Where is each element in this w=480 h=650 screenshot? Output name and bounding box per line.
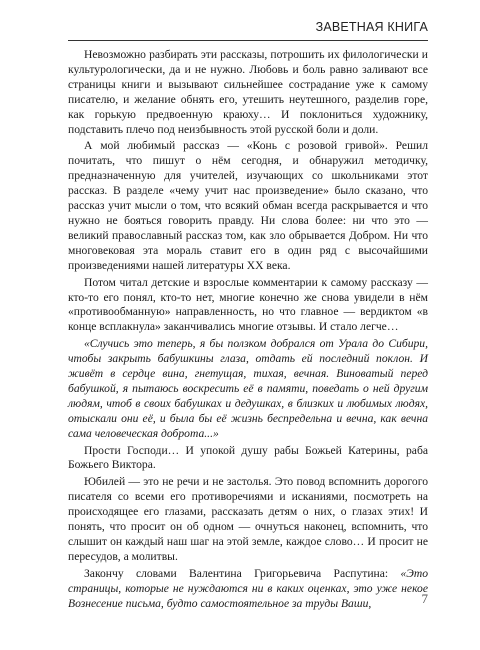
paragraph-1: Невозможно разбирать эти рассказы, потрошить их филологически и культурологически, да и не нужно. Любовь и боль равно заливают все страницы книги и вызывают сильнейшее сострадание уже к самому писателю, и желание обнять его, утешить неутешного, разделив горе, как горькую предвоенную краюху… И поклониться художнику, подставить плечо под неизбывность этой русской боли и доли. <box>68 48 428 136</box>
page-number: 7 <box>421 591 428 606</box>
header-rule <box>68 40 428 41</box>
paragraph-7-lead: Закончу словами Валентина Григорьевича Распутина: <box>84 566 401 580</box>
paragraph-3: Потом читал детские и взрослые комментарии к самому рассказу — кто-то его понял, кто-то нет, многие конечно же снова увидели в нём «противообманную» направленность, но что главное — вердиктом «в конце всплакнула» заканчивались многие отзывы. И стало легче… <box>68 275 428 334</box>
running-header: ЗАВЕТНАЯ КНИГА <box>315 20 428 34</box>
body-text <box>68 48 428 612</box>
paragraph-6: Юбилей — это не речи и не застолья. Это повод вспомнить дорогого писателя со всеми его противоречиями и исканиями, посмотреть на происходящее его глазами, рассказать детям о них, о глазах этих! И понять, что просит он об одном — очнуться наконец, вспомнить, что слышит он каждый наш шаг на этой земле, каждое слово… И просит не пересудов, а молитвы. <box>68 475 428 563</box>
paragraph-2: А мой любимый рассказ — «Конь с розовой гривой». Решил почитать, что пишут о нём сегодня, и обнаружил методичку, предназначенную для учителей, изучающих со школьниками этот рассказ. В разделе «чему учит нас произведение» было сказано, что рассказ учит мысли о том, что всякий обман всегда раскрывается и что нужно не бояться говорить правду. Ни слова более: ни что это — великий православный рассказ том, как зло обрывается Добром. Ни что многовековая эта мораль ставит его в один ряд с высочайшими произведениями нашей литературы XX века. <box>68 139 428 272</box>
paragraph-7-quote: «Это страницы, которые не нуждаются ни в каких оценках, это уже некое Вознесение письма, будто самостоятельное за труды Ваши, <box>68 566 428 610</box>
paragraph-5: Прости Господи… И упокой душу рабы Божьей Катерины, раба Божьего Виктора. <box>68 443 428 472</box>
quote-paragraph: «Случись это теперь, я бы ползком добрался от Урала до Сибири, чтобы закрыть бабушкины глаза, отдать ей последний поклон. И живёт в сердце вина, гнетущая, тихая, вечная. Виноватый перед бабушкой, я пытаюсь воскресить её в памяти, поведать о ней другим людям, чтоб в своих бабушках и дедушках, в близких и любимых людях, отыскали они её, и была бы её жизнь беспредельна и вечна, как вечна сама человеческая доброта...» <box>68 337 428 440</box>
paragraph-7 <box>68 567 428 612</box>
